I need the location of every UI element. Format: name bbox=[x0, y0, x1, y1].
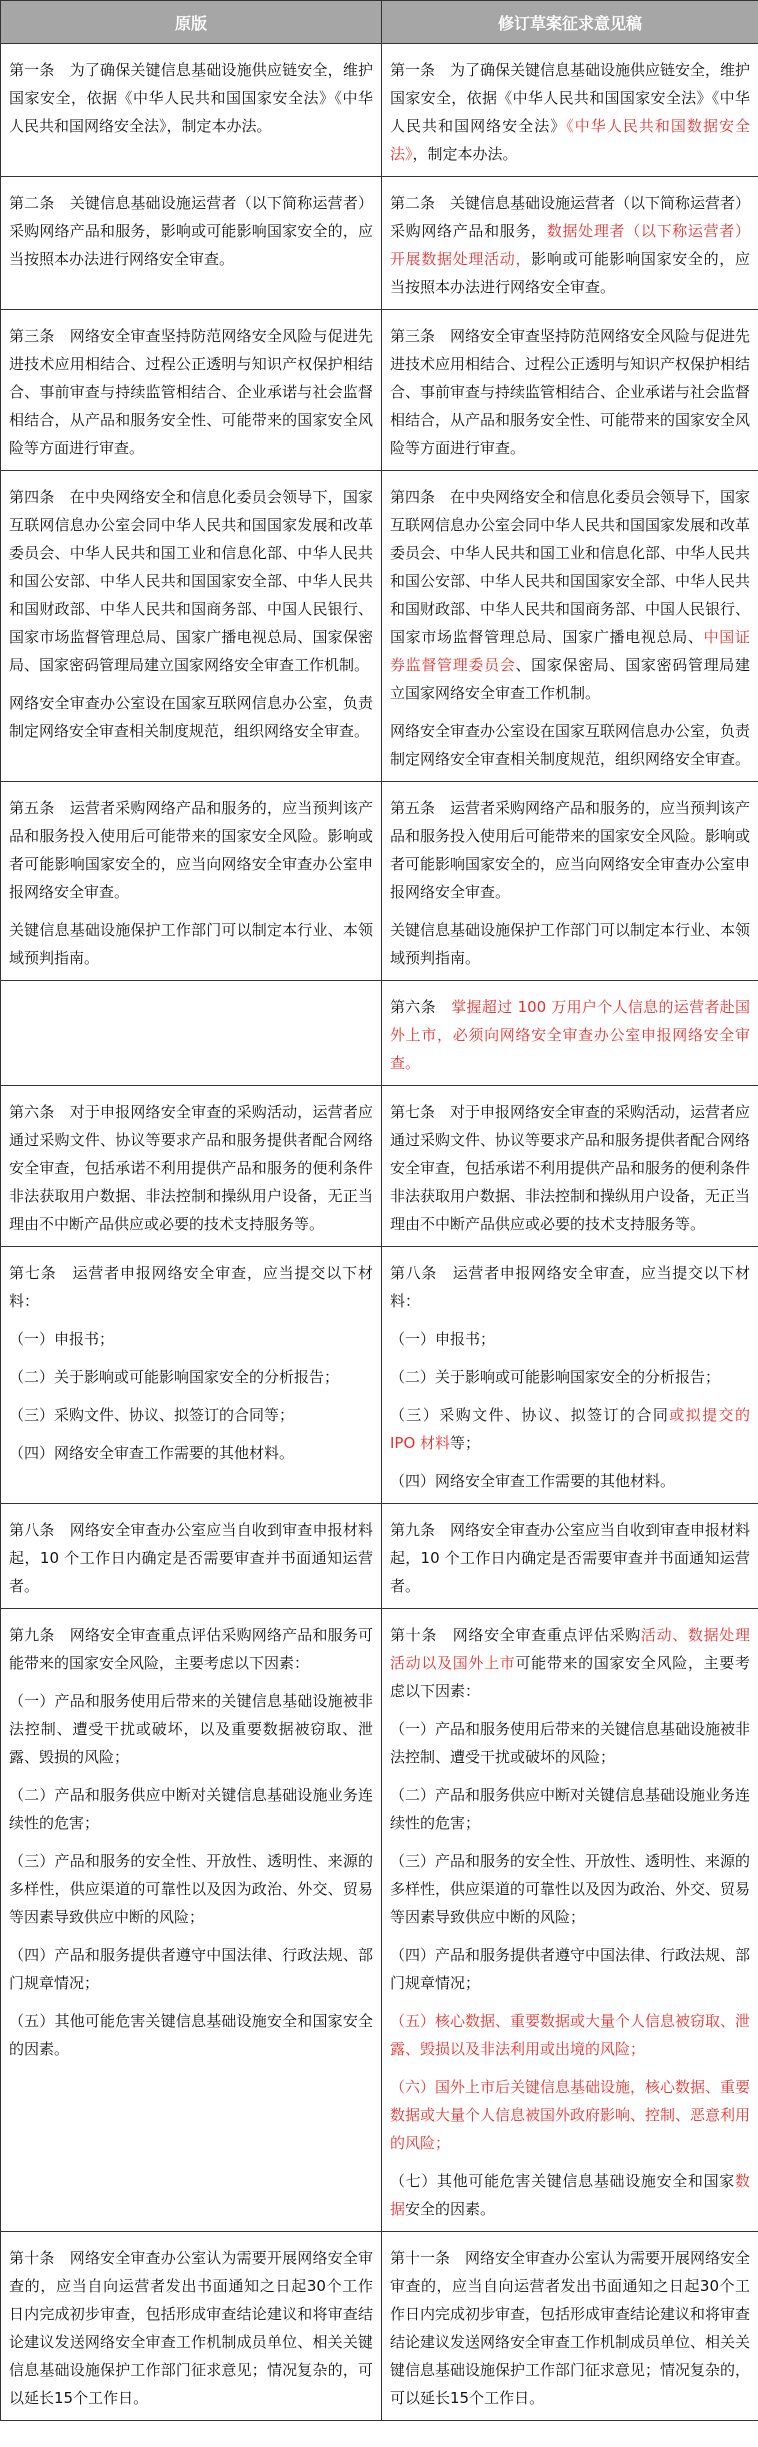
clause-text: 网络安全审查办公室设在国家互联网信息办公室，负责制定网络安全审查相关制度规范，组织网络安全审查。 bbox=[9, 694, 373, 740]
highlighted-change: 数据 bbox=[390, 2172, 750, 2218]
column-header-revised: 修订草案征求意见稿 bbox=[382, 1, 758, 44]
revised-text-cell bbox=[382, 310, 758, 471]
clause-text: 影响或可能影响国家安全的，应当按照本办法进行网络安全审查。 bbox=[390, 250, 750, 296]
highlighted-change: 中国证券监督管理委员会 bbox=[390, 628, 750, 674]
clause-text: 第四条 在中央网络安全和信息化委员会领导下，国家互联网信息办公室会同中华人民共和国国家发展和改革委员会、中华人民共和国工业和信息化部、中华人民共和国公安部、中华人民共和国国家安全部、中华人民共和国财政部、中华人民共和国商务部、中国人民银行、国家市场监督管理总局、国家广播电视总局、国家保密局、国家密码管理局建立国家网络安全审查工作机制。 bbox=[9, 488, 373, 674]
table-row bbox=[1, 981, 758, 1086]
table-row bbox=[1, 782, 758, 981]
table-row bbox=[1, 310, 758, 471]
clause-text: （三）产品和服务的安全性、开放性、透明性、来源的多样性，供应渠道的可靠性以及因为政治、外交、贸易等因素导致供应中断的风险； bbox=[9, 1852, 373, 1926]
clause-paragraph bbox=[390, 1847, 750, 1931]
clause-paragraph bbox=[9, 483, 373, 679]
clause-paragraph bbox=[9, 794, 373, 906]
highlighted-change: 掌握超过 100 万用户个人信息的运营者赴国外上市，必须向网络安全审查办公室申报网络安全审查。 bbox=[390, 998, 750, 1072]
clause-text: 第三条 网络安全审查坚持防范网络安全风险与促进先进技术应用相结合、过程公正透明与知识产权保护相结合、事前审查与持续监管相结合、企业承诺与社会监督相结合，从产品和服务安全性、可能带来的国家安全风险等方面进行审查。 bbox=[390, 327, 751, 457]
revised-text-cell bbox=[382, 981, 758, 1086]
clause-paragraph bbox=[390, 1516, 750, 1600]
clause-paragraph bbox=[390, 2244, 750, 2412]
clause-paragraph bbox=[390, 1781, 750, 1837]
clause-text: 第十条 网络安全审查重点评估采购 bbox=[390, 1626, 641, 1644]
clause-paragraph bbox=[390, 1363, 750, 1391]
clause-paragraph bbox=[390, 56, 750, 168]
clause-text: （三）产品和服务的安全性、开放性、透明性、来源的多样性，供应渠道的可靠性以及因为政治、外交、贸易等因素导致供应中断的风险； bbox=[390, 1852, 751, 1926]
clause-paragraph bbox=[9, 189, 373, 273]
clause-text: （四）网络安全审查工作需要的其他材料。 bbox=[390, 1472, 676, 1490]
clause-paragraph bbox=[9, 1325, 373, 1353]
clause-text: 可能带来的国家安全风险，主要考虑以下因素： bbox=[390, 1654, 750, 1700]
revised-text-cell bbox=[382, 1504, 758, 1609]
clause-text: （二）关于影响或可能影响国家安全的分析报告； bbox=[9, 1368, 340, 1386]
revised-text-cell bbox=[382, 782, 758, 981]
clause-paragraph bbox=[9, 56, 373, 140]
clause-text: 第八条 网络安全审查办公室应当自收到审查申报材料起，10 个工作日内确定是否需要审查并书面通知运营者。 bbox=[9, 1521, 373, 1595]
revised-text-cell bbox=[382, 1086, 758, 1247]
clause-text: 第六条 对于申报网络安全审查的采购活动，运营者应通过采购文件、协议等要求产品和服务提供者配合网络安全审查，包括承诺不利用提供产品和服务的便利条件非法获取用户数据、非法控制和操纵用户设备，无正当理由不中断产品供应或必要的技术支持服务等。 bbox=[9, 1103, 373, 1233]
clause-paragraph bbox=[9, 1363, 373, 1391]
clause-paragraph bbox=[9, 1781, 373, 1837]
clause-paragraph bbox=[390, 717, 750, 773]
clause-paragraph bbox=[390, 189, 750, 301]
original-text-cell bbox=[1, 1504, 382, 1609]
table-row bbox=[1, 177, 758, 310]
clause-paragraph bbox=[9, 1401, 373, 1429]
clause-text: （一）产品和服务使用后带来的关键信息基础设施被非法控制、遭受干扰或破坏，以及重要数据被窃取、泄露、毁损的风险； bbox=[9, 1692, 373, 1766]
clause-text: 安全的因素。 bbox=[405, 2200, 496, 2218]
clause-text: 第一条 为了确保关键信息基础设施供应链安全，维护国家安全，依据《中华人民共和国国家安全法》《中华人民共和国网络安全法》，制定本办法。 bbox=[9, 61, 373, 135]
table-row bbox=[1, 1504, 758, 1609]
clause-paragraph bbox=[390, 1941, 750, 1997]
revised-text-cell bbox=[382, 2232, 758, 2421]
highlighted-change: 《中华人民共和国数据安全法》 bbox=[390, 117, 750, 163]
table-row bbox=[1, 1247, 758, 1504]
revised-text-cell bbox=[382, 177, 758, 310]
clause-text: 第二条 关键信息基础设施运营者（以下简称运营者）采购网络产品和服务， bbox=[390, 194, 751, 240]
clause-paragraph bbox=[390, 2007, 750, 2063]
clause-text: （三）采购文件、协议、拟签订的合同 bbox=[390, 1406, 670, 1424]
original-text-cell bbox=[1, 44, 382, 177]
clause-paragraph bbox=[390, 993, 750, 1077]
table-header-row bbox=[1, 1, 758, 44]
revised-text-cell bbox=[382, 1247, 758, 1504]
clause-paragraph bbox=[390, 1325, 750, 1353]
clause-paragraph bbox=[9, 2244, 373, 2412]
clause-text: 、国家保密局、国家密码管理局建立国家网络安全审查工作机制。 bbox=[390, 656, 750, 702]
highlighted-change: 或拟提交的 IPO 材料 bbox=[390, 1406, 750, 1452]
clause-text: （一）产品和服务使用后带来的关键信息基础设施被非法控制、遭受干扰或破坏的风险； bbox=[390, 1720, 751, 1766]
clause-text: 第五条 运营者采购网络产品和服务的，应当预判该产品和服务投入使用后可能带来的国家安全风险。影响或者可能影响国家安全的，应当向网络安全审查办公室申报网络安全审查。 bbox=[9, 799, 373, 901]
clause-paragraph bbox=[390, 1098, 750, 1238]
revised-text-cell bbox=[382, 471, 758, 782]
clause-paragraph bbox=[9, 1621, 373, 1677]
highlighted-change: （六）国外上市后关键信息基础设施，核心数据、重要数据或大量个人信息被国外政府影响、控制、恶意利用的风险； bbox=[390, 2078, 751, 2152]
revised-text-cell bbox=[382, 1609, 758, 2232]
clause-text: （二）产品和服务供应中断对关键信息基础设施业务连续性的危害； bbox=[9, 1786, 373, 1832]
clause-text: ，制定本办法。 bbox=[412, 145, 518, 163]
clause-paragraph bbox=[9, 1259, 373, 1315]
clause-text: 第三条 网络安全审查坚持防范网络安全风险与促进先进技术应用相结合、过程公正透明与知识产权保护相结合、事前审查与持续监管相结合、企业承诺与社会监督相结合，从产品和服务安全性、可能带来的国家安全风险等方面进行审查。 bbox=[9, 327, 373, 457]
column-header-original: 原版 bbox=[1, 1, 382, 44]
clause-text: 第九条 网络安全审查重点评估采购网络产品和服务可能带来的国家安全风险，主要考虑以下因素： bbox=[9, 1626, 373, 1672]
clause-text: （一）申报书； bbox=[390, 1330, 496, 1348]
clause-text: （一）申报书； bbox=[9, 1330, 115, 1348]
clause-text: 第六条 bbox=[390, 998, 452, 1016]
clause-text: （二）关于影响或可能影响国家安全的分析报告； bbox=[390, 1368, 721, 1386]
clause-paragraph bbox=[390, 794, 750, 906]
clause-paragraph bbox=[9, 1941, 373, 1997]
clause-text: （二）产品和服务供应中断对关键信息基础设施业务连续性的危害； bbox=[390, 1786, 751, 1832]
clause-text: 第八条 运营者申报网络安全审查，应当提交以下材料： bbox=[390, 1264, 750, 1310]
clause-text: 第五条 运营者采购网络产品和服务的，应当预判该产品和服务投入使用后可能带来的国家安全风险。影响或者可能影响国家安全的，应当向网络安全审查办公室申报网络安全审查。 bbox=[390, 799, 751, 901]
clause-text: 第九条 网络安全审查办公室应当自收到审查申报材料起，10 个工作日内确定是否需要审查并书面通知运营者。 bbox=[390, 1521, 751, 1595]
table-row bbox=[1, 1086, 758, 1247]
clause-text: （三）采购文件、协议、拟签订的合同等； bbox=[9, 1406, 295, 1424]
original-text-cell bbox=[1, 310, 382, 471]
table-row bbox=[1, 471, 758, 782]
clause-paragraph bbox=[390, 2073, 750, 2157]
highlighted-change: （五）核心数据、重要数据或大量个人信息被窃取、泄露、毁损以及非法利用或出境的风险； bbox=[390, 2012, 751, 2058]
clause-text: 第十一条 网络安全审查办公室认为需要开展网络安全审查的，应当自向运营者发出书面通知之日起30个工作日内完成初步审查，包括形成审查结论建议和将审查结论建议发送网络安全审查工作机制成员单位、相关关键信息基础设施保护工作部门征求意见；情况复杂的，可以延长15个工作日。 bbox=[390, 2249, 751, 2407]
clause-text: （七）其他可能危害关键信息基础设施安全和国家 bbox=[390, 2172, 735, 2190]
clause-paragraph bbox=[9, 689, 373, 745]
revised-text-cell bbox=[382, 44, 758, 177]
table-row bbox=[1, 2232, 758, 2421]
original-text-cell bbox=[1, 782, 382, 981]
table-row bbox=[1, 1609, 758, 2232]
clause-paragraph bbox=[9, 916, 373, 972]
clause-paragraph bbox=[390, 483, 750, 707]
clause-text: 关键信息基础设施保护工作部门可以制定本行业、本领域预判指南。 bbox=[390, 921, 751, 967]
clause-text: 关键信息基础设施保护工作部门可以制定本行业、本领域预判指南。 bbox=[9, 921, 373, 967]
clause-text: 第七条 对于申报网络安全审查的采购活动，运营者应通过采购文件、协议等要求产品和服务提供者配合网络安全审查，包括承诺不利用提供产品和服务的便利条件非法获取用户数据、非法控制和操纵用户设备，无正当理由不中断产品供应或必要的技术支持服务等。 bbox=[390, 1103, 751, 1233]
clause-text: （四）产品和服务提供者遵守中国法律、行政法规、部门规章情况； bbox=[9, 1946, 373, 1992]
clause-paragraph bbox=[9, 1439, 373, 1467]
clause-text: （四）网络安全审查工作需要的其他材料。 bbox=[9, 1444, 295, 1462]
clause-text: 第四条 在中央网络安全和信息化委员会领导下，国家互联网信息办公室会同中华人民共和国国家发展和改革委员会、中华人民共和国工业和信息化部、中华人民共和国公安部、中华人民共和国国家安全部、中华人民共和国财政部、中华人民共和国商务部、中国人民银行、国家市场监督管理总局、国家广播电视总局、 bbox=[390, 488, 751, 646]
clause-paragraph bbox=[9, 322, 373, 462]
clause-paragraph bbox=[9, 1516, 373, 1600]
highlighted-change: 数据处理者（以下称运营者）开展数据处理活动， bbox=[390, 222, 750, 268]
clause-paragraph bbox=[390, 1259, 750, 1315]
clause-paragraph bbox=[390, 1621, 750, 1705]
original-text-cell bbox=[1, 1609, 382, 2232]
clause-paragraph bbox=[9, 1847, 373, 1931]
clause-paragraph bbox=[9, 1098, 373, 1238]
original-text-cell bbox=[1, 177, 382, 310]
clause-text: （五）其他可能危害关键信息基础设施安全和国家安全的因素。 bbox=[9, 2012, 373, 2058]
table-body bbox=[1, 44, 758, 2421]
original-text-cell bbox=[1, 981, 382, 1086]
clause-paragraph bbox=[9, 1687, 373, 1771]
clause-paragraph bbox=[390, 916, 750, 972]
clause-text: 等； bbox=[450, 1434, 481, 1452]
clause-text: 第七条 运营者申报网络安全审查，应当提交以下材料： bbox=[9, 1264, 373, 1310]
clause-text: 网络安全审查办公室设在国家互联网信息办公室，负责制定网络安全审查相关制度规范，组织网络安全审查。 bbox=[390, 722, 751, 768]
original-text-cell bbox=[1, 1247, 382, 1504]
original-text-cell bbox=[1, 1086, 382, 1247]
clause-paragraph bbox=[390, 1401, 750, 1457]
clause-paragraph bbox=[390, 322, 750, 462]
clause-text: （四）产品和服务提供者遵守中国法律、行政法规、部门规章情况； bbox=[390, 1946, 751, 1992]
table-row bbox=[1, 44, 758, 177]
clause-text: 第一条 为了确保关键信息基础设施供应链安全，维护国家安全，依据《中华人民共和国国家安全法》《中华人民共和国网络安全法》 bbox=[390, 61, 751, 135]
clause-paragraph bbox=[390, 1715, 750, 1771]
original-text-cell bbox=[1, 2232, 382, 2421]
clause-text: 第十条 网络安全审查办公室认为需要开展网络安全审查的，应当自向运营者发出书面通知之日起30个工作日内完成初步审查，包括形成审查结论建议和将审查结论建议发送网络安全审查工作机制成员单位、相关关键信息基础设施保护工作部门征求意见；情况复杂的，可以延长15个工作日。 bbox=[9, 2249, 373, 2407]
clause-paragraph bbox=[9, 2007, 373, 2063]
original-text-cell bbox=[1, 471, 382, 782]
clause-text: 第二条 关键信息基础设施运营者（以下简称运营者）采购网络产品和服务，影响或可能影响国家安全的，应当按照本办法进行网络安全审查。 bbox=[9, 194, 373, 268]
clause-paragraph bbox=[390, 1467, 750, 1495]
clause-paragraph bbox=[390, 2167, 750, 2223]
highlighted-change: 活动、数据处理活动以及国外上市 bbox=[390, 1626, 750, 1672]
